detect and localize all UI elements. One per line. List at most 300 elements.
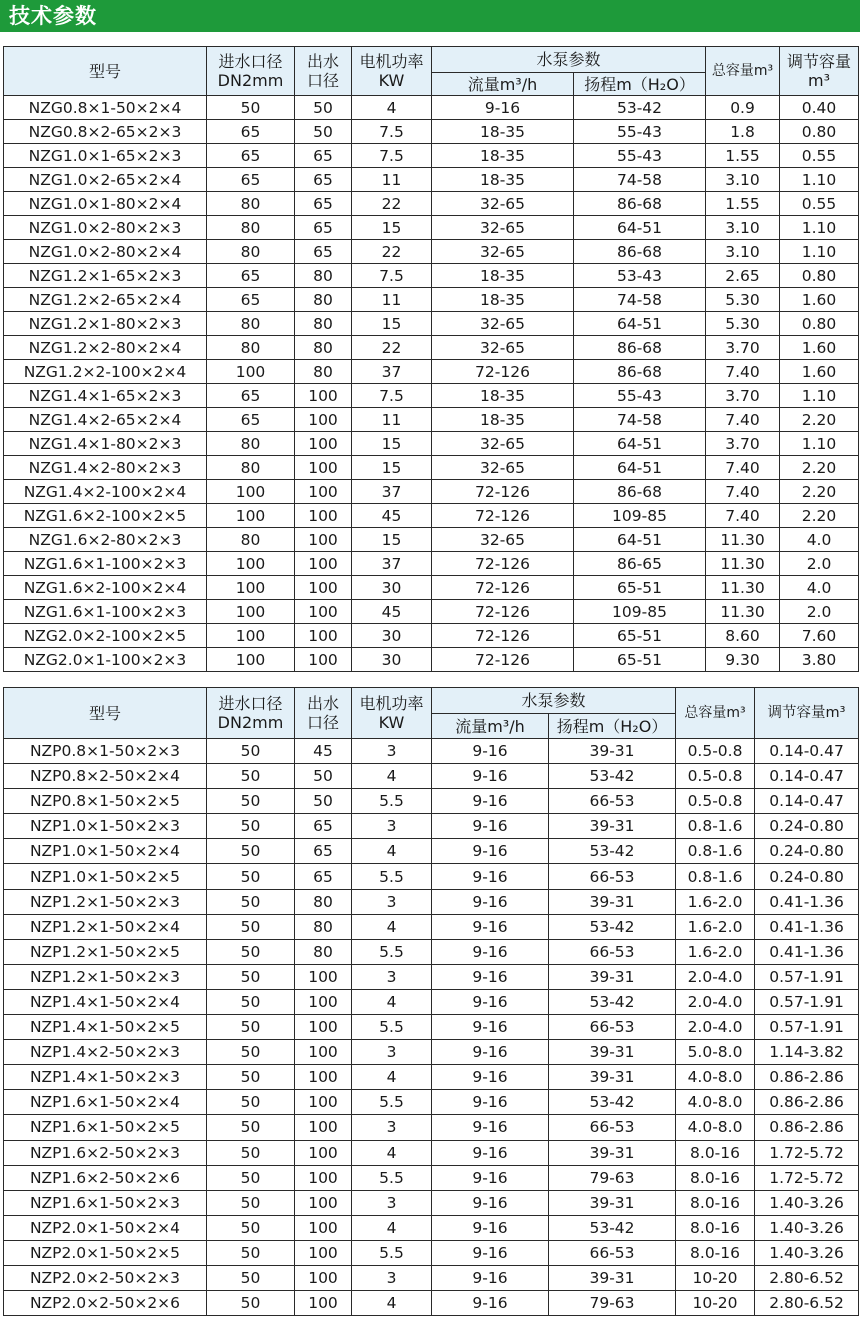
cell-total-volume: 0.5-0.8 (676, 739, 755, 764)
cell-flow: 9-16 (432, 1040, 549, 1065)
table-row (4, 552, 859, 576)
cell-flow: 9-16 (432, 989, 549, 1014)
cell-flow: 32-65 (432, 240, 574, 264)
table-row (4, 120, 859, 144)
header-pump-params: 水泵参数 (432, 47, 706, 73)
cell-model: NZP2.0×2-50×2×6 (4, 1291, 207, 1316)
header-adjust-volume: 调节容量m³ (755, 688, 859, 739)
cell-model: NZP0.8×1-50×2×5 (4, 789, 207, 814)
cell-total-volume: 4.0-8.0 (676, 1065, 755, 1090)
cell-model: NZP1.6×1-50×2×3 (4, 1190, 207, 1215)
cell-head: 39-31 (549, 739, 676, 764)
table-row (4, 1165, 859, 1190)
cell-total-volume: 7.40 (706, 408, 780, 432)
cell-inlet: 50 (207, 814, 295, 839)
cell-model: NZG1.0×2-80×2×3 (4, 216, 207, 240)
cell-outlet: 80 (295, 264, 352, 288)
cell-head: 64-51 (574, 432, 706, 456)
cell-outlet: 100 (295, 1115, 352, 1140)
cell-model: NZP1.2×1-50×2×5 (4, 939, 207, 964)
cell-inlet: 100 (207, 600, 295, 624)
cell-adjust-volume: 1.40-3.26 (755, 1190, 859, 1215)
cell-total-volume: 11.30 (706, 528, 780, 552)
cell-outlet: 100 (295, 648, 352, 672)
cell-inlet: 65 (207, 384, 295, 408)
cell-model: NZG1.2×2-65×2×4 (4, 288, 207, 312)
cell-outlet: 65 (295, 216, 352, 240)
cell-adjust-volume: 0.24-0.80 (755, 814, 859, 839)
cell-total-volume: 3.10 (706, 168, 780, 192)
cell-model: NZP1.0×1-50×2×3 (4, 814, 207, 839)
table-row (4, 889, 859, 914)
cell-total-volume: 8.0-16 (676, 1140, 755, 1165)
cell-inlet: 80 (207, 192, 295, 216)
table-row (4, 989, 859, 1014)
cell-outlet: 50 (295, 96, 352, 120)
cell-inlet: 100 (207, 624, 295, 648)
cell-flow: 9-16 (432, 1165, 549, 1190)
table-row (4, 964, 859, 989)
cell-head: 53-42 (549, 1090, 676, 1115)
cell-total-volume: 1.6-2.0 (676, 939, 755, 964)
cell-inlet: 80 (207, 336, 295, 360)
cell-adjust-volume: 0.86-2.86 (755, 1090, 859, 1115)
cell-head: 39-31 (549, 814, 676, 839)
cell-adjust-volume: 2.20 (780, 456, 859, 480)
cell-head: 74-58 (574, 168, 706, 192)
cell-head: 74-58 (574, 408, 706, 432)
cell-flow: 72-126 (432, 576, 574, 600)
cell-flow: 18-35 (432, 408, 574, 432)
cell-flow: 9-16 (432, 764, 549, 789)
cell-inlet: 50 (207, 964, 295, 989)
cell-total-volume: 8.0-16 (676, 1215, 755, 1240)
cell-power: 7.5 (352, 384, 432, 408)
cell-adjust-volume: 1.72-5.72 (755, 1140, 859, 1165)
cell-inlet: 50 (207, 1065, 295, 1090)
table-row (4, 96, 859, 120)
cell-model: NZG1.6×1-100×2×3 (4, 600, 207, 624)
cell-flow: 72-126 (432, 648, 574, 672)
cell-outlet: 100 (295, 964, 352, 989)
cell-model: NZP1.2×1-50×2×3 (4, 889, 207, 914)
cell-head: 74-58 (574, 288, 706, 312)
cell-model: NZP1.4×1-50×2×5 (4, 1015, 207, 1040)
cell-flow: 9-16 (432, 1115, 549, 1140)
cell-power: 3 (352, 814, 432, 839)
table-separator (0, 673, 860, 685)
cell-outlet: 100 (295, 989, 352, 1014)
cell-head: 53-42 (549, 764, 676, 789)
cell-total-volume: 1.6-2.0 (676, 914, 755, 939)
cell-flow: 18-35 (432, 120, 574, 144)
cell-head: 39-31 (549, 1140, 676, 1165)
cell-inlet: 50 (207, 864, 295, 889)
cell-flow: 18-35 (432, 264, 574, 288)
table-row (4, 504, 859, 528)
cell-inlet: 80 (207, 240, 295, 264)
cell-total-volume: 2.0-4.0 (676, 964, 755, 989)
cell-power: 3 (352, 1265, 432, 1290)
cell-outlet: 100 (295, 576, 352, 600)
cell-adjust-volume: 0.80 (780, 312, 859, 336)
cell-outlet: 45 (295, 739, 352, 764)
cell-power: 3 (352, 739, 432, 764)
cell-power: 11 (352, 288, 432, 312)
cell-power: 22 (352, 240, 432, 264)
title-bar (0, 0, 860, 32)
cell-adjust-volume: 1.40-3.26 (755, 1215, 859, 1240)
cell-outlet: 100 (295, 432, 352, 456)
cell-flow: 9-16 (432, 939, 549, 964)
cell-power: 5.5 (352, 939, 432, 964)
cell-power: 3 (352, 889, 432, 914)
cell-total-volume: 1.6-2.0 (676, 889, 755, 914)
cell-power: 4 (352, 839, 432, 864)
table-row (4, 624, 859, 648)
cell-total-volume: 1.55 (706, 192, 780, 216)
cell-model: NZP2.0×1-50×2×4 (4, 1215, 207, 1240)
cell-power: 11 (352, 408, 432, 432)
cell-outlet: 100 (295, 384, 352, 408)
cell-adjust-volume: 0.24-0.80 (755, 839, 859, 864)
cell-inlet: 100 (207, 360, 295, 384)
table-row (4, 1215, 859, 1240)
cell-head: 64-51 (574, 312, 706, 336)
cell-flow: 32-65 (432, 312, 574, 336)
cell-power: 37 (352, 360, 432, 384)
cell-model: NZG1.4×1-80×2×3 (4, 432, 207, 456)
cell-outlet: 100 (295, 504, 352, 528)
cell-inlet: 50 (207, 1040, 295, 1065)
cell-inlet: 50 (207, 764, 295, 789)
cell-power: 5.5 (352, 789, 432, 814)
cell-outlet: 65 (295, 168, 352, 192)
table-row (4, 1115, 859, 1140)
cell-outlet: 100 (295, 1065, 352, 1090)
cell-power: 37 (352, 480, 432, 504)
cell-model: NZG1.6×2-100×2×5 (4, 504, 207, 528)
cell-head: 53-42 (549, 839, 676, 864)
cell-adjust-volume: 0.41-1.36 (755, 889, 859, 914)
table-row (4, 240, 859, 264)
cell-model: NZP1.0×1-50×2×4 (4, 839, 207, 864)
cell-model: NZG1.0×2-65×2×4 (4, 168, 207, 192)
cell-flow: 9-16 (432, 1240, 549, 1265)
cell-head: 86-68 (574, 480, 706, 504)
cell-adjust-volume: 1.60 (780, 360, 859, 384)
cell-head: 86-68 (574, 192, 706, 216)
cell-power: 7.5 (352, 144, 432, 168)
header-flow: 流量m³/h (432, 73, 574, 96)
cell-total-volume: 0.8-1.6 (676, 839, 755, 864)
cell-total-volume: 0.9 (706, 96, 780, 120)
cell-head: 109-85 (574, 600, 706, 624)
table-row (4, 144, 859, 168)
cell-head: 66-53 (549, 1115, 676, 1140)
cell-outlet: 65 (295, 864, 352, 889)
cell-outlet: 80 (295, 336, 352, 360)
cell-head: 79-63 (549, 1291, 676, 1316)
table-row (4, 576, 859, 600)
cell-power: 3 (352, 964, 432, 989)
cell-power: 30 (352, 576, 432, 600)
cell-power: 4 (352, 764, 432, 789)
table-row (4, 336, 859, 360)
cell-power: 4 (352, 1291, 432, 1316)
cell-inlet: 65 (207, 288, 295, 312)
cell-power: 15 (352, 432, 432, 456)
cell-head: 65-51 (574, 648, 706, 672)
cell-power: 4 (352, 989, 432, 1014)
cell-inlet: 80 (207, 432, 295, 456)
cell-model: NZG0.8×2-65×2×3 (4, 120, 207, 144)
cell-adjust-volume: 0.14-0.47 (755, 764, 859, 789)
cell-inlet: 50 (207, 1165, 295, 1190)
cell-inlet: 65 (207, 144, 295, 168)
cell-adjust-volume: 4.0 (780, 576, 859, 600)
table-row (4, 1291, 859, 1316)
cell-outlet: 50 (295, 789, 352, 814)
cell-power: 3 (352, 1040, 432, 1065)
cell-flow: 9-16 (432, 1291, 549, 1316)
cell-inlet: 100 (207, 552, 295, 576)
cell-model: NZP2.0×2-50×2×3 (4, 1265, 207, 1290)
cell-head: 53-42 (574, 96, 706, 120)
table-row (4, 528, 859, 552)
cell-model: NZG1.4×1-65×2×3 (4, 384, 207, 408)
cell-outlet: 100 (295, 480, 352, 504)
cell-total-volume: 1.8 (706, 120, 780, 144)
cell-total-volume: 8.0-16 (676, 1190, 755, 1215)
cell-outlet: 65 (295, 192, 352, 216)
cell-head: 53-42 (549, 989, 676, 1014)
cell-inlet: 80 (207, 528, 295, 552)
cell-model: NZG1.2×1-80×2×3 (4, 312, 207, 336)
cell-head: 39-31 (549, 1265, 676, 1290)
spec-table-nzp-body (4, 739, 859, 1316)
cell-total-volume: 7.40 (706, 504, 780, 528)
header-pump-params: 水泵参数 (432, 688, 676, 714)
cell-outlet: 65 (295, 814, 352, 839)
cell-outlet: 80 (295, 360, 352, 384)
header-model: 型号 (4, 688, 207, 739)
cell-adjust-volume: 0.80 (780, 120, 859, 144)
cell-outlet: 65 (295, 240, 352, 264)
cell-flow: 18-35 (432, 288, 574, 312)
cell-model: NZG2.0×2-100×2×5 (4, 624, 207, 648)
header-adjust-volume: 调节容量m³ (780, 47, 859, 96)
cell-inlet: 50 (207, 914, 295, 939)
cell-power: 30 (352, 624, 432, 648)
cell-adjust-volume: 0.57-1.91 (755, 964, 859, 989)
cell-flow: 9-16 (432, 1065, 549, 1090)
cell-flow: 9-16 (432, 1015, 549, 1040)
cell-power: 3 (352, 1115, 432, 1140)
cell-head: 53-42 (549, 914, 676, 939)
cell-head: 39-31 (549, 1040, 676, 1065)
table-row (4, 764, 859, 789)
table-row (4, 739, 859, 764)
cell-power: 45 (352, 504, 432, 528)
cell-model: NZG2.0×1-100×2×3 (4, 648, 207, 672)
cell-adjust-volume: 1.14-3.82 (755, 1040, 859, 1065)
table-row (4, 1065, 859, 1090)
cell-power: 37 (352, 552, 432, 576)
cell-model: NZG0.8×1-50×2×4 (4, 96, 207, 120)
cell-total-volume: 11.30 (706, 576, 780, 600)
cell-model: NZP1.6×1-50×2×4 (4, 1090, 207, 1115)
cell-model: NZG1.2×1-65×2×3 (4, 264, 207, 288)
cell-head: 53-43 (574, 264, 706, 288)
cell-inlet: 50 (207, 839, 295, 864)
cell-inlet: 65 (207, 120, 295, 144)
cell-adjust-volume: 1.10 (780, 216, 859, 240)
cell-inlet: 50 (207, 1015, 295, 1040)
cell-total-volume: 9.30 (706, 648, 780, 672)
cell-head: 66-53 (549, 939, 676, 964)
table-row (4, 814, 859, 839)
table-row (4, 600, 859, 624)
table-row (4, 1015, 859, 1040)
cell-total-volume: 5.0-8.0 (676, 1040, 755, 1065)
cell-outlet: 100 (295, 1215, 352, 1240)
cell-model: NZP1.0×1-50×2×5 (4, 864, 207, 889)
cell-inlet: 50 (207, 889, 295, 914)
cell-flow: 72-126 (432, 480, 574, 504)
cell-flow: 9-16 (432, 914, 549, 939)
cell-inlet: 50 (207, 1215, 295, 1240)
cell-total-volume: 5.30 (706, 288, 780, 312)
cell-total-volume: 5.30 (706, 312, 780, 336)
cell-adjust-volume: 0.55 (780, 192, 859, 216)
header-power: 电机功率KW (352, 688, 432, 739)
cell-outlet: 50 (295, 120, 352, 144)
cell-model: NZP1.6×2-50×2×6 (4, 1165, 207, 1190)
spec-table-nzp (3, 687, 859, 1316)
cell-adjust-volume: 1.10 (780, 168, 859, 192)
cell-model: NZP1.4×1-50×2×3 (4, 1065, 207, 1090)
cell-flow: 32-65 (432, 456, 574, 480)
cell-model: NZG1.0×1-80×2×4 (4, 192, 207, 216)
table-row (4, 648, 859, 672)
cell-flow: 9-16 (432, 1140, 549, 1165)
cell-inlet: 50 (207, 789, 295, 814)
cell-model: NZP1.4×1-50×2×4 (4, 989, 207, 1014)
cell-inlet: 50 (207, 96, 295, 120)
cell-outlet: 100 (295, 1140, 352, 1165)
cell-adjust-volume: 0.41-1.36 (755, 939, 859, 964)
cell-adjust-volume: 2.80-6.52 (755, 1291, 859, 1316)
cell-outlet: 100 (295, 456, 352, 480)
cell-inlet: 50 (207, 1240, 295, 1265)
cell-flow: 9-16 (432, 864, 549, 889)
cell-total-volume: 4.0-8.0 (676, 1090, 755, 1115)
table-row (4, 408, 859, 432)
cell-inlet: 100 (207, 648, 295, 672)
cell-inlet: 50 (207, 1291, 295, 1316)
cell-adjust-volume: 1.60 (780, 288, 859, 312)
cell-power: 15 (352, 528, 432, 552)
cell-model: NZG1.0×1-65×2×3 (4, 144, 207, 168)
cell-head: 53-42 (549, 1215, 676, 1240)
cell-model: NZG1.4×2-100×2×4 (4, 480, 207, 504)
cell-head: 66-53 (549, 864, 676, 889)
cell-outlet: 100 (295, 1165, 352, 1190)
cell-inlet: 50 (207, 1115, 295, 1140)
header-head: 扬程m（H₂O） (574, 73, 706, 96)
cell-flow: 18-35 (432, 168, 574, 192)
cell-flow: 9-16 (432, 964, 549, 989)
cell-head: 64-51 (574, 528, 706, 552)
cell-flow: 32-65 (432, 336, 574, 360)
cell-power: 15 (352, 456, 432, 480)
table-row (4, 914, 859, 939)
cell-inlet: 80 (207, 216, 295, 240)
cell-model: NZG1.6×2-80×2×3 (4, 528, 207, 552)
cell-total-volume: 4.0-8.0 (676, 1115, 755, 1140)
cell-outlet: 65 (295, 144, 352, 168)
cell-power: 22 (352, 336, 432, 360)
cell-inlet: 100 (207, 576, 295, 600)
spec-table-nzg-body (4, 96, 859, 672)
cell-power: 7.5 (352, 264, 432, 288)
cell-total-volume: 10-20 (676, 1291, 755, 1316)
cell-adjust-volume: 2.20 (780, 408, 859, 432)
cell-model: NZP1.6×1-50×2×5 (4, 1115, 207, 1140)
cell-inlet: 80 (207, 456, 295, 480)
cell-inlet: 50 (207, 1190, 295, 1215)
cell-power: 5.5 (352, 1165, 432, 1190)
cell-total-volume: 3.10 (706, 216, 780, 240)
table-row (4, 839, 859, 864)
cell-total-volume: 7.40 (706, 456, 780, 480)
spec-table-nzg (3, 46, 859, 672)
cell-head: 39-31 (549, 1190, 676, 1215)
cell-adjust-volume: 2.80-6.52 (755, 1265, 859, 1290)
cell-model: NZP0.8×2-50×2×4 (4, 764, 207, 789)
cell-head: 86-68 (574, 360, 706, 384)
cell-adjust-volume: 1.10 (780, 384, 859, 408)
cell-total-volume: 10-20 (676, 1265, 755, 1290)
cell-outlet: 100 (295, 1015, 352, 1040)
header-total-volume: 总容量m³ (676, 688, 755, 739)
cell-outlet: 100 (295, 552, 352, 576)
cell-adjust-volume: 0.24-0.80 (755, 864, 859, 889)
header-total-volume: 总容量m³ (706, 47, 780, 96)
cell-adjust-volume: 0.55 (780, 144, 859, 168)
cell-model: NZG1.4×2-65×2×4 (4, 408, 207, 432)
cell-flow: 72-126 (432, 624, 574, 648)
cell-adjust-volume: 7.60 (780, 624, 859, 648)
cell-power: 5.5 (352, 1090, 432, 1115)
header-flow: 流量m³/h (432, 714, 549, 739)
cell-head: 39-31 (549, 889, 676, 914)
cell-outlet: 100 (295, 1291, 352, 1316)
cell-adjust-volume: 0.80 (780, 264, 859, 288)
cell-power: 7.5 (352, 120, 432, 144)
cell-adjust-volume: 1.72-5.72 (755, 1165, 859, 1190)
cell-inlet: 65 (207, 408, 295, 432)
cell-adjust-volume: 2.0 (780, 600, 859, 624)
cell-model: NZP2.0×1-50×2×5 (4, 1240, 207, 1265)
cell-total-volume: 3.10 (706, 240, 780, 264)
cell-head: 39-31 (549, 1065, 676, 1090)
table-row (4, 1265, 859, 1290)
table-row (4, 1190, 859, 1215)
cell-adjust-volume: 1.10 (780, 432, 859, 456)
cell-total-volume: 3.70 (706, 432, 780, 456)
